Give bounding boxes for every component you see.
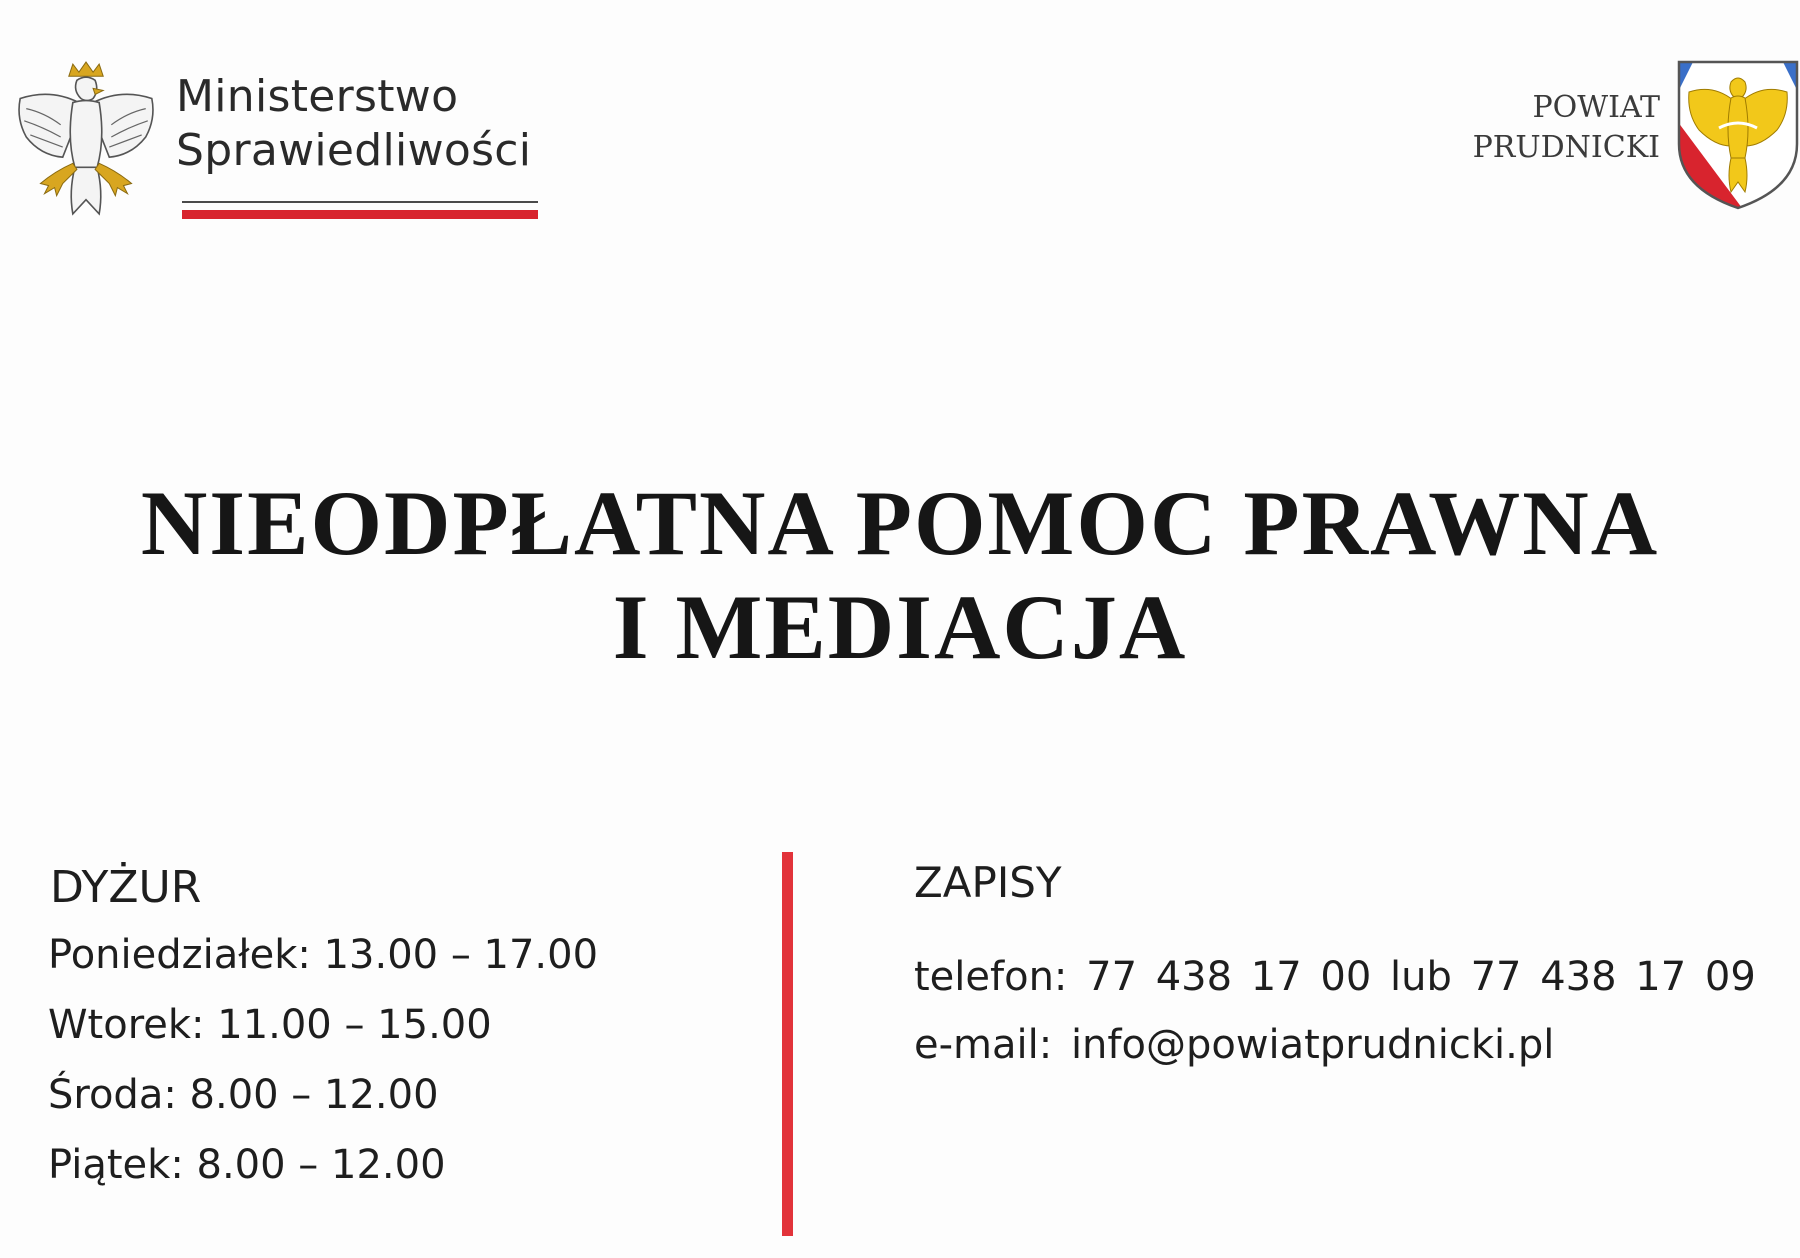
contact-email: e-mail: info@powiatprudnicki.pl: [914, 1022, 1555, 1068]
county-name-line2: PRUDNICKI: [1472, 130, 1660, 165]
section-divider: [782, 852, 793, 1236]
schedule-day-tuesday: Wtorek: 11.00 – 15.00: [48, 1002, 492, 1048]
county-name: [1440, 88, 1660, 168]
page-title-line2: I MEDIACJA: [612, 576, 1188, 678]
schedule-day-wednesday: Środa: 8.00 – 12.00: [48, 1072, 439, 1118]
coat-of-arms-icon: [1675, 58, 1800, 212]
ministry-name-line2: Sprawiedliwości: [176, 125, 532, 176]
ministry-rule-red: [182, 210, 538, 219]
ministry-name: [176, 70, 556, 178]
contact-heading: ZAPISY: [914, 858, 1062, 907]
schedule-day-monday: Poniedziałek: 13.00 – 17.00: [48, 932, 599, 978]
ministry-rule-thin: [182, 201, 538, 203]
polish-eagle-emblem-icon: [10, 58, 162, 220]
page-title-line1: NIEODPŁATNA POMOC PRAWNA: [140, 472, 1660, 574]
schedule-heading: DYŻUR: [50, 862, 202, 913]
schedule-day-friday: Piątek: 8.00 – 12.00: [48, 1142, 446, 1188]
contact-phone: telefon: 77 438 17 00 lub 77 438 17 09: [914, 954, 1756, 1000]
county-name-line1: POWIAT: [1532, 90, 1660, 125]
ministry-name-line1: Ministerstwo: [176, 71, 459, 122]
